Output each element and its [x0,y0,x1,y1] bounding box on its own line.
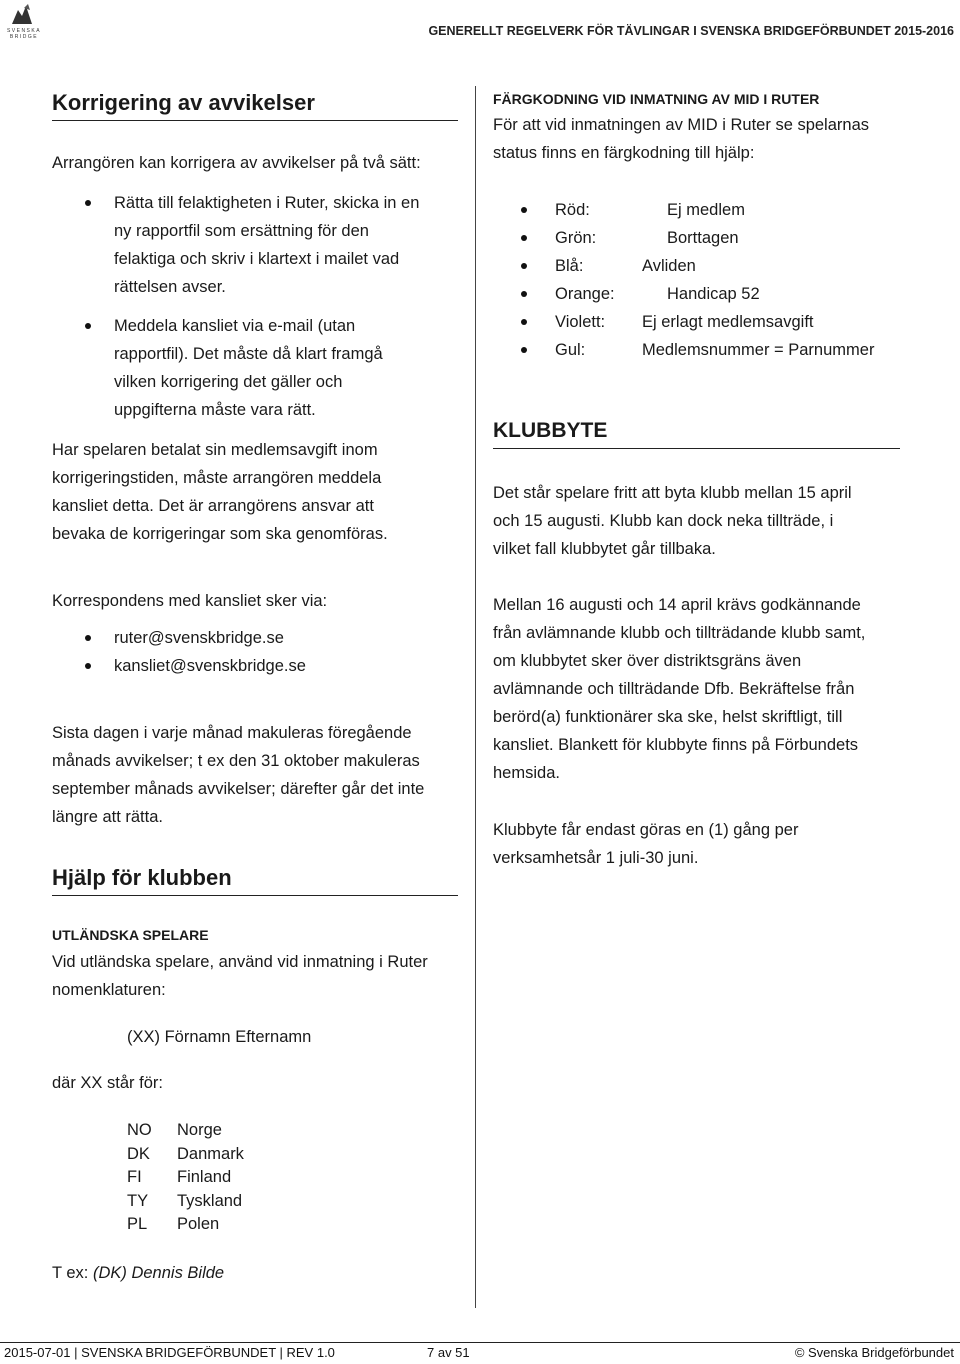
text-line: Sista dagen i varje månad makuleras föregående [52,724,412,742]
country-name: Tyskland [177,1191,243,1210]
color-value: Borttagen [667,229,739,247]
color-item [493,252,933,280]
heading-rule [493,448,900,449]
heading-korrigering: Korrigering av avvikelser [52,90,315,115]
text-line: Har spelaren betalat sin medlemsavgift inom [52,441,378,459]
text-line: Vid utländska spelare, använd vid inmatning i Ruter [52,953,428,971]
color-label: Blå: [555,257,584,275]
footer-copyright: © Svenska Bridgeförbundet [794,1345,954,1360]
text-line: nomenklaturen: [52,981,166,999]
list-line: Rätta till felaktigheten i Ruter, skicka in en [114,194,420,212]
example-value: (DK) Dennis Bilde [92,1264,225,1282]
logo [4,2,40,42]
country-codes [127,1119,327,1239]
list-item [52,189,472,301]
text-line: Klubbyte får endast göras en (1) gång per [493,821,799,839]
klubbyte-paragraph-3 [493,816,798,872]
country-code: DK [127,1144,150,1163]
text-line: vilket fall klubbytet går tillbaka. [493,540,716,558]
color-label: Grön: [555,229,597,247]
text-line: Mellan 16 augusti och 14 april krävs godkännande [493,596,861,614]
country-name: Norge [177,1121,222,1139]
intro-text: Arrangören kan korrigera av avvikelser på två sätt: [52,154,421,172]
column-divider [475,86,476,1308]
color-intro [493,111,869,167]
text-line: september månads avvikelser; därefter går det inte [52,780,425,798]
color-item [493,308,933,336]
country-code: PL [127,1215,148,1233]
page-number: 7 av 51 [427,1345,470,1360]
color-value: Avliden [642,257,696,275]
footer-date-rev: 2015-07-01 | SVENSKA BRIDGEFÖRBUNDET | REV 1.0 [4,1345,335,1360]
text-line: korrigeringstiden, måste arrangören meddela [52,469,382,487]
email-link[interactable]: kansliet@svenskbridge.se [114,657,306,675]
example-prefix: T ex: [52,1264,93,1282]
text-line: verksamhetsår 1 juli-30 juni. [493,849,699,867]
country-code: NO [127,1121,152,1139]
text-line: bevaka de korrigeringar som ska genomföras. [52,525,388,543]
list-item [52,312,472,424]
color-label: Orange: [555,285,615,303]
text-line: längre att rätta. [52,808,163,826]
deadline-paragraph [52,719,424,831]
color-label: Röd: [555,201,590,219]
bridge-logo-icon [4,2,40,28]
color-value: Handicap 52 [667,285,760,303]
color-label: Gul: [555,341,586,359]
text-line: från avlämnande klubb och tillträdande klubb samt, [493,624,866,642]
country-name: Polen [177,1215,220,1233]
email-item[interactable] [52,652,452,680]
text-line: om klubbytet sker över distriktsgräns även [493,652,802,670]
color-code-list [493,196,933,364]
text-line: hemsida. [493,764,560,782]
text-line: berörd(a) funktionärer ska ske, helst skriftligt, till [493,708,843,726]
logo-text: SVENSKA BRIDGE [6,28,42,40]
color-item [493,196,933,224]
color-value: Ej erlagt medlemsavgift [642,313,814,331]
list-line: uppgifterna måste vara rätt. [114,401,316,419]
email-link[interactable]: ruter@svenskbridge.se [114,629,284,647]
text-line: status finns en färgkodning till hjälp: [493,144,755,162]
text-line: och 15 augusti. Klubb kan dock neka tillträde, i [493,512,834,530]
country-row [127,1213,327,1237]
email-list [52,624,452,680]
heading-rule [52,120,458,121]
color-value: Ej medlem [667,201,745,219]
example-line [52,1259,224,1287]
country-row [127,1143,327,1167]
country-code: TY [127,1191,149,1210]
foreign-intro [52,948,428,1004]
country-name: Finland [177,1168,232,1186]
page-footer [0,1342,960,1364]
text-line: månads avvikelser; t ex den 31 oktober makuleras [52,752,420,770]
country-row [127,1119,327,1143]
color-label: Violett: [555,313,606,331]
klubbyte-paragraph-1 [493,479,852,563]
list-line: ny rapportfil som ersättning för den [114,222,369,240]
where-text: där XX står för: [52,1074,163,1092]
text-line: För att vid inmatningen av MID i Ruter se spelarnas [493,116,869,134]
color-value: Medlemsnummer = Parnummer [642,341,875,359]
list-line: rättelsen avser. [114,278,226,296]
country-code: FI [127,1168,142,1186]
country-row [127,1166,327,1190]
text-line: kansliet. Blankett för klubbyte finns på Förbundets [493,736,859,754]
color-coding-heading: FÄRGKODNING VID INMATNING AV MID I RUTER [493,91,820,107]
text-line: avlämnande och tillträdande Dfb. Bekräftelse från [493,680,855,698]
membership-paragraph [52,436,388,548]
heading-klubbyte: KLUBBYTE [493,419,608,442]
correction-methods-list [52,189,472,424]
text-line: kansliet detta. Det är arrangörens ansvar att [52,497,374,515]
list-line: vilken korrigering det gäller och [114,373,343,391]
list-line: felaktiga och skriv i klartext i mailet vad [114,250,400,268]
header-title: GENERELLT REGELVERK FÖR TÄVLINGAR I SVENSKA BRIDGEFÖRBUNDET 2015-2016 [428,24,954,38]
email-item[interactable] [52,624,452,652]
heading-hjalp: Hjälp för klubben [52,865,232,890]
color-item [493,336,933,364]
text-line: Det står spelare fritt att byta klubb mellan 15 april [493,484,852,502]
heading-rule [52,895,458,896]
correspondence-intro: Korrespondens med kansliet sker via: [52,592,328,610]
country-row [127,1190,327,1214]
foreign-players-heading: UTLÄNDSKA SPELARE [52,927,209,943]
list-line: rapportfil). Det måste då klart framgå [114,345,383,363]
klubbyte-paragraph-2 [493,591,865,787]
color-item [493,224,933,252]
list-line: Meddela kansliet via e-mail (utan [114,317,356,335]
color-item [493,280,933,308]
name-format: (XX) Förnamn Efternamn [127,1028,312,1046]
country-name: Danmark [177,1144,244,1163]
